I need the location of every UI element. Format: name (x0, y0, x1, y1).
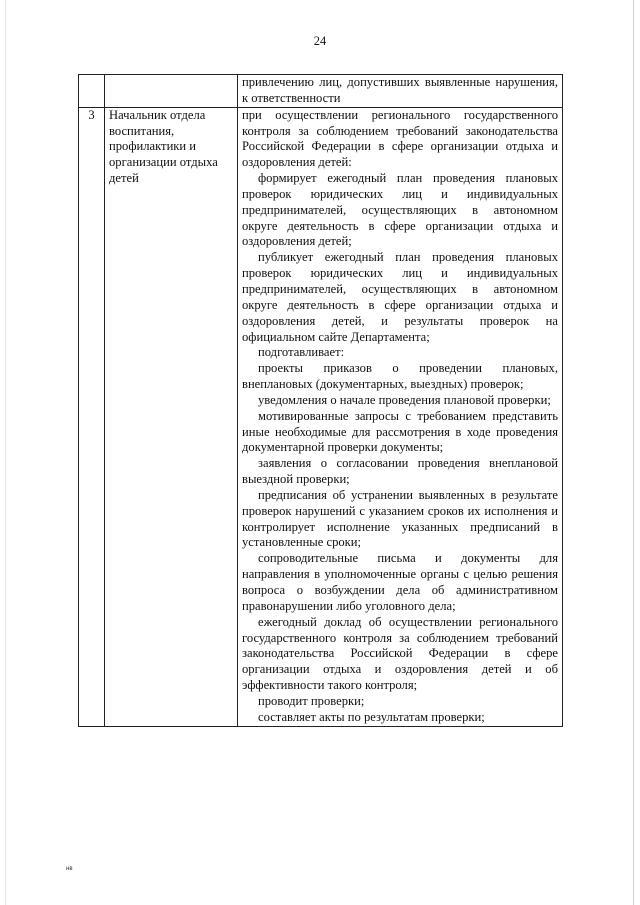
duties-table (78, 74, 563, 727)
duties-cell (238, 107, 563, 726)
position-cell-empty (105, 75, 238, 108)
row-number: 3 (79, 107, 105, 726)
duty-paragraph: заявления о согласовании проведения внеплановой выездной проверки; (242, 456, 558, 487)
duty-paragraph: публикует ежегодный план проведения плановых проверок юридических лиц и индивидуальных предпринимателей, осуществляющих в автономном округе деятельность в сфере организации отдыха и оздоровления детей, и результаты проверок на официальном сайте Департамента; (242, 250, 558, 344)
duty-paragraph: сопроводительные письма и документы для направления в уполномоченные органы с целью решения вопроса о возбуждении дела об административном правонарушении либо уголовного дела; (242, 551, 558, 613)
table-row-3 (79, 107, 563, 726)
duty-paragraph: формирует ежегодный план проведения плановых проверок юридических лиц и индивидуальных предпринимателей, осуществляющих в автономном округе деятельность в сфере организации отдыха и оздоровления детей; (242, 171, 558, 249)
number-cell-empty (79, 75, 105, 108)
scan-edge-left (5, 0, 6, 905)
duty-paragraph-continuation: привлечению лиц, допустивших выявленные нарушения, к ответственности (242, 75, 558, 105)
page-number: 24 (313, 34, 327, 48)
duty-paragraph: ежегодный доклад об осуществлении регионального государственного контроля за соблюдением требований законодательства Российской Федерации в сфере организации отдыха и оздоровления детей и об эффективности такого контроля; (242, 614, 558, 693)
duties-cell-continuation (238, 75, 563, 108)
duty-paragraph: мотивированные запросы с требованием представить иные необходимые для рассмотрения в ходе проведения документарной проверки документы; (242, 408, 558, 455)
duty-paragraph: предписания об устранении выявленных в результате проверок нарушений с указанием сроков их исполнения и контролирует исполнение указанных предписаний в установленные сроки; (242, 487, 558, 550)
duty-paragraph: уведомления о начале проведения плановой проверки; (258, 392, 551, 407)
duty-paragraph: составляет акты по результатам проверки; (258, 709, 485, 724)
duty-paragraph: подготавливает: (258, 345, 345, 360)
footer-mark: нв (66, 866, 73, 872)
duty-paragraph: проекты приказов о проведении плановых, внеплановых (документарных, выездных) проверок; (242, 361, 558, 392)
scan-edge-right (633, 0, 634, 905)
duty-paragraph: при осуществлении регионального государственного контроля за соблюдением требований законодательства Российской Федерации в сфере организации отдыха и оздоровления детей: (242, 107, 558, 170)
table-row-continuation (79, 75, 563, 108)
position-title: Начальник отдела воспитания, профилактики и организации отдыха детей (105, 107, 238, 726)
duty-paragraph: проводит проверки; (258, 693, 365, 708)
